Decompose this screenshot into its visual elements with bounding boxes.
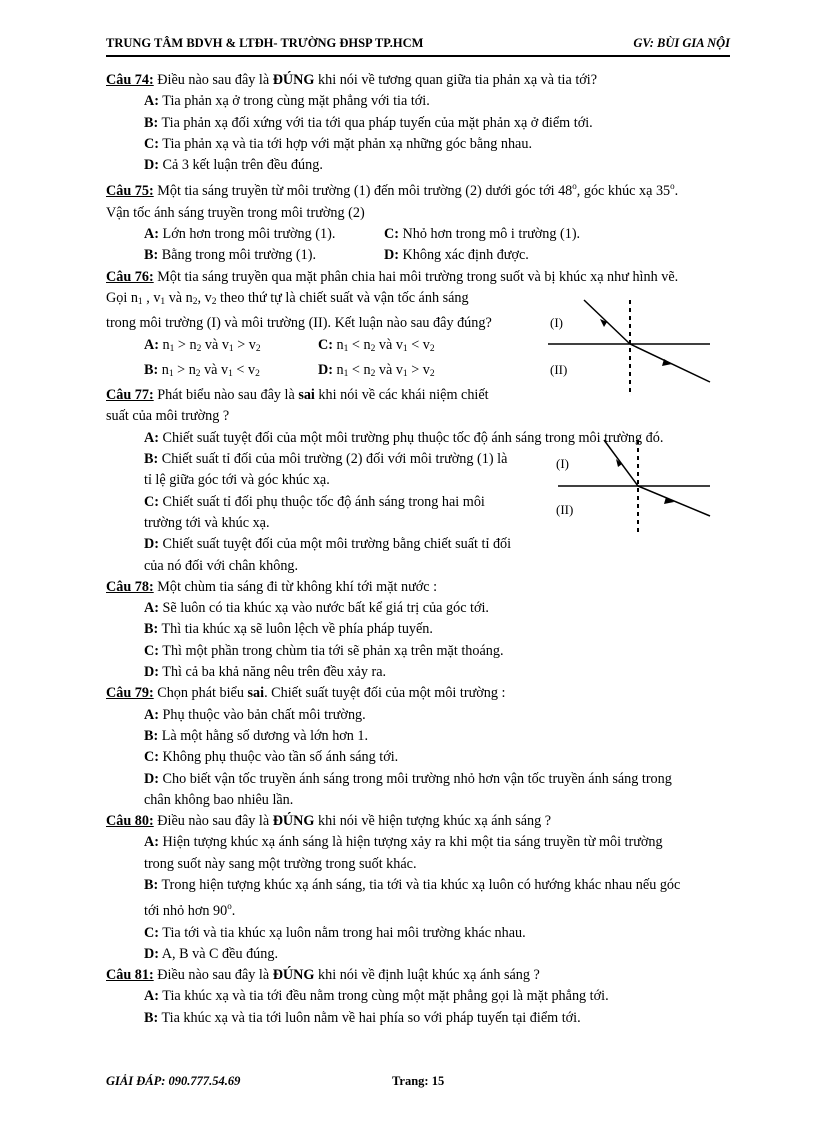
option-d: D: Cả 3 kết luận trên đều đúng.: [144, 157, 323, 174]
question-77-line2: suất của môi trường ?: [106, 408, 230, 425]
option-d: D: $n_1 < n_2$ và $v_1 > v_2$: [318, 361, 435, 379]
option-d: D: A, B và C đều đúng.: [144, 945, 279, 962]
option-a: A: Lớn hơn trong môi trường (1).: [144, 226, 336, 243]
medium-label: (II): [550, 362, 568, 377]
question-list: [106, 70, 730, 1029]
option-c: C: Không phụ thuộc vào tần số ánh sáng tới.: [144, 749, 399, 766]
option-a: A: Hiện tượng khúc xạ ánh sáng là hiện tượng xảy ra khi một tia sáng truyền từ môi trường: [144, 834, 663, 851]
question-label: Câu 74:: [106, 72, 154, 88]
question-81: Câu 81: Điều nào sau đây là ĐÚNG khi nói về định luật khúc xạ ánh sáng ?: [106, 967, 540, 984]
question-79: Câu 79: Chọn phát biểu sai. Chiết suất tuyệt đối của một môi trường :: [106, 685, 506, 702]
option-c: C: Nhỏ hơn trong mô i trường (1).: [384, 226, 581, 243]
question-78: Câu 78: Một chùm tia sáng đi từ không khí tới mặt nước :: [106, 578, 438, 595]
question-75: Câu 75: Một tia sáng truyền từ môi trường (1) đến môi trường (2) dưới góc tới 48$^o$, góc khúc xạ 35$^o$.: [106, 181, 679, 200]
header-left: TRUNG TÂM BDVH & LTĐH- TRƯỜNG ĐHSP TP.HCM: [106, 36, 424, 50]
option-b: B: Chiết suất tỉ đối của môi trường (2) đối với môi trường (1) là: [144, 451, 508, 468]
option-d: D: Cho biết vận tốc truyền ánh sáng trong môi trường nhỏ hơn vận tốc truyền ánh sáng trong: [144, 770, 672, 787]
page-header: [106, 36, 730, 56]
option-a: A: Chiết suất tuyệt đối của một môi trường phụ thuộc tốc độ ánh sáng trong môi trường đó.: [144, 429, 664, 446]
refracted-ray: [638, 486, 710, 516]
question-76: Câu 76: Một tia sáng truyền qua mặt phân chia hai môi trường trong suốt và bị khúc xạ như hình vẽ.: [106, 268, 679, 285]
option-b: B: $n_1 > n_2$ và $v_1 < v_2$: [144, 361, 260, 379]
option-c: C: Chiết suất tỉ đối phụ thuộc tốc độ ánh sáng trong hai môi: [144, 493, 485, 510]
question-label: Câu 80:: [106, 813, 154, 830]
header-divider: [106, 55, 730, 57]
option-b: B: Tia phản xạ đối xứng với tia tới qua pháp tuyến của mặt phản xạ ở điểm tới.: [144, 114, 593, 131]
header-right: GV: BÙI GIA NỘI: [633, 36, 730, 50]
medium-label: (I): [556, 456, 569, 471]
option-c: C: Tia phản xạ và tia tới hợp với mặt phản xạ những góc bằng nhau.: [144, 135, 532, 152]
refraction-figure-76: [546, 296, 716, 394]
question-label: Câu 81:: [106, 967, 154, 984]
option-a: A: Tia khúc xạ và tia tới đều nằm trong cùng một mặt phẳng gọi là mặt phẳng tới.: [144, 988, 609, 1005]
question-76-line2: Gọi $n_1$ , $v_1$ và $n_2$, $v_2$ theo thứ tự là chiết suất và vận tốc ánh sáng: [106, 289, 469, 307]
option-c: C: Tia tới và tia khúc xạ luôn nằm trong hai môi trường khác nhau.: [144, 924, 526, 941]
option-d: D: Không xác định được.: [384, 247, 529, 264]
option-a: A: Sẽ luôn có tia khúc xạ vào nước bất kể giá trị của góc tới.: [144, 600, 489, 617]
option-b: B: Bằng trong môi trường (1).: [144, 247, 317, 264]
option-row: [106, 245, 730, 266]
medium-label: (I): [550, 315, 563, 330]
option-d-cont: chân không bao nhiêu lần.: [144, 791, 294, 808]
page-footer: [106, 1074, 445, 1089]
question-label: Câu 77:: [106, 387, 154, 404]
option-b: B: Thì tia khúc xạ sẽ luôn lệch về phía pháp tuyến.: [144, 621, 433, 638]
option-a: A: Tia phản xạ ở trong cùng mặt phẳng với tia tới.: [144, 93, 430, 110]
question-label: Câu 78:: [106, 578, 154, 595]
option-b: B: Trong hiện tượng khúc xạ ánh sáng, tia tới và tia khúc xạ luôn có hướng khác nhau nếu góc: [144, 876, 681, 893]
option-d-cont: của nó đối với chân không.: [144, 557, 299, 574]
question-75-line2: Vận tốc ánh sáng truyền trong môi trường (2): [106, 204, 365, 221]
option-a-cont: trong suốt này sang một trường trong suốt khác.: [144, 855, 417, 872]
option-b: B: Là một hằng số dương và lớn hơn 1.: [144, 727, 369, 744]
question-77: Câu 77: Phát biểu nào sau đây là sai khi nói về các khái niệm chiết: [106, 387, 489, 404]
option-c: C: Thì một phần trong chùm tia tới sẽ phản xạ trên mặt thoáng.: [144, 642, 504, 659]
option-b: B: Tia khúc xạ và tia tới luôn nằm về hai phía so với pháp tuyến tại điểm tới.: [144, 1009, 581, 1026]
option-a: A: $n_1 > n_2$ và $v_1 > v_2$: [144, 336, 261, 354]
question-80: Câu 80: Điều nào sau đây là ĐÚNG khi nói về hiện tượng khúc xạ ánh sáng ?: [106, 813, 552, 830]
option-c-cont: trường tới và khúc xạ.: [144, 514, 270, 531]
option-d: D: Thì cả ba khả năng nêu trên đều xảy ra.: [144, 664, 387, 681]
option-c: C: $n_1 < n_2$ và $v_1 < v_2$: [318, 336, 435, 354]
option-b-cont: tỉ lệ giữa góc tới và góc khúc xạ.: [144, 472, 330, 489]
option-row: [106, 224, 730, 245]
footer-contact: GIẢI ĐÁP: 090.777.54.69: [106, 1074, 241, 1088]
question-76-line3: trong môi trường (I) và môi trường (II). Kết luận nào sau đây đúng?: [106, 315, 492, 332]
page-number: Trang: 15: [392, 1074, 445, 1088]
question-74: Câu 74: Điều nào sau đây là ĐÚNG khi nói về tương quan giữa tia phản xạ và tia tới?: [106, 72, 598, 88]
incident-ray: [604, 440, 638, 486]
refraction-figure-77: [554, 436, 714, 538]
option-b-cont: tới nhỏ hơn 90$^o$.: [144, 901, 236, 920]
medium-label: (II): [556, 502, 574, 517]
option-d: D: Chiết suất tuyệt đối của một môi trường bằng chiết suất tỉ đối: [144, 536, 512, 553]
question-label: Câu 75:: [106, 183, 154, 200]
option-a: A: Phụ thuộc vào bản chất môi trường.: [144, 706, 366, 723]
question-label: Câu 76:: [106, 268, 154, 285]
question-label: Câu 79:: [106, 685, 154, 702]
